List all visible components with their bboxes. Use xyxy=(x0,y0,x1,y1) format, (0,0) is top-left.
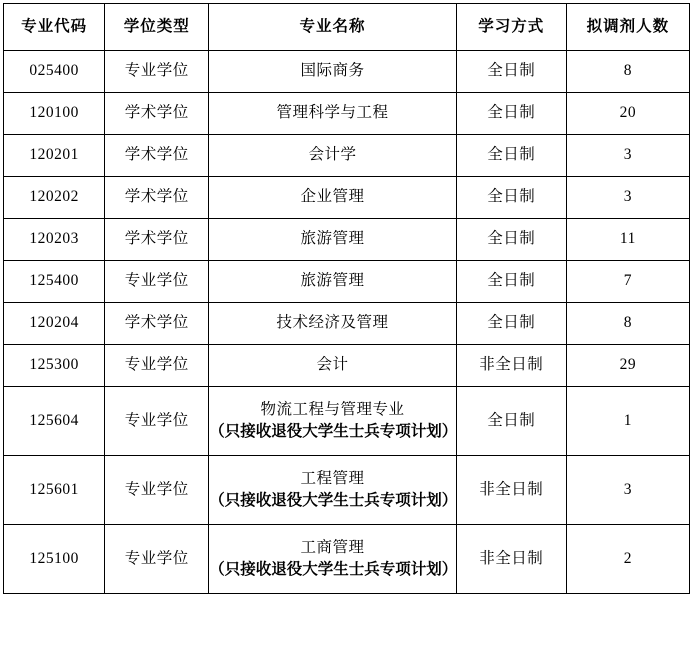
cell-major-name xyxy=(209,387,456,456)
cell-degree-type: 学术学位 xyxy=(105,303,209,345)
cell-major-name xyxy=(209,177,456,219)
cell-study-mode: 非全日制 xyxy=(456,456,566,525)
major-quota-table xyxy=(3,3,690,594)
major-name-text: 会计 xyxy=(316,356,349,374)
cell-degree-type: 专业学位 xyxy=(105,456,209,525)
column-header-degree-type: 学位类型 xyxy=(105,4,209,51)
cell-quota: 3 xyxy=(566,456,689,525)
cell-major-name xyxy=(209,93,456,135)
cell-study-mode: 非全日制 xyxy=(456,345,566,387)
table-row xyxy=(4,261,690,303)
major-name-text: 会计学 xyxy=(308,146,357,164)
cell-degree-type: 专业学位 xyxy=(105,261,209,303)
cell-degree-type: 专业学位 xyxy=(105,51,209,93)
table-row xyxy=(4,219,690,261)
cell-degree-type: 学术学位 xyxy=(105,177,209,219)
major-name-note: （只接收退役大学生士兵专项计划） xyxy=(209,423,458,440)
cell-degree-type: 学术学位 xyxy=(105,135,209,177)
column-header-major-name: 专业名称 xyxy=(209,4,456,51)
column-header-major-code: 专业代码 xyxy=(4,4,105,51)
cell-major-code: 125601 xyxy=(4,456,105,525)
major-name-text: 管理科学与工程 xyxy=(276,104,389,122)
table-header xyxy=(4,4,690,51)
cell-degree-type: 学术学位 xyxy=(105,93,209,135)
table-row xyxy=(4,456,690,525)
table-row xyxy=(4,387,690,456)
column-header-quota: 拟调剂人数 xyxy=(566,4,689,51)
cell-study-mode: 全日制 xyxy=(456,135,566,177)
cell-degree-type: 专业学位 xyxy=(105,387,209,456)
cell-major-code: 125604 xyxy=(4,387,105,456)
cell-major-code: 125400 xyxy=(4,261,105,303)
major-name-note: （只接收退役大学生士兵专项计划） xyxy=(209,492,458,509)
cell-study-mode: 全日制 xyxy=(456,387,566,456)
table-header-row xyxy=(4,4,690,51)
major-name-text: 旅游管理 xyxy=(300,272,365,290)
cell-study-mode: 非全日制 xyxy=(456,525,566,594)
cell-major-name xyxy=(209,219,456,261)
table-row xyxy=(4,345,690,387)
table-row xyxy=(4,525,690,594)
cell-major-name xyxy=(209,51,456,93)
major-name-text: 国际商务 xyxy=(300,62,365,80)
cell-major-code: 125300 xyxy=(4,345,105,387)
cell-study-mode: 全日制 xyxy=(456,261,566,303)
table-row xyxy=(4,93,690,135)
major-name-text: 技术经济及管理 xyxy=(276,314,389,332)
cell-quota: 20 xyxy=(566,93,689,135)
table-row xyxy=(4,135,690,177)
table-body xyxy=(4,51,690,594)
cell-major-code: 120203 xyxy=(4,219,105,261)
cell-quota: 11 xyxy=(566,219,689,261)
cell-major-code: 120202 xyxy=(4,177,105,219)
table-row xyxy=(4,51,690,93)
cell-quota: 8 xyxy=(566,51,689,93)
cell-major-name xyxy=(209,303,456,345)
cell-major-code: 120100 xyxy=(4,93,105,135)
cell-quota: 1 xyxy=(566,387,689,456)
cell-major-name xyxy=(209,135,456,177)
cell-major-name xyxy=(209,525,456,594)
major-quota-table-container xyxy=(3,3,690,594)
cell-study-mode: 全日制 xyxy=(456,303,566,345)
cell-major-code: 125100 xyxy=(4,525,105,594)
cell-major-code: 025400 xyxy=(4,51,105,93)
major-name-text: 工程管理 xyxy=(300,469,365,487)
cell-study-mode: 全日制 xyxy=(456,219,566,261)
cell-degree-type: 专业学位 xyxy=(105,525,209,594)
cell-quota: 7 xyxy=(566,261,689,303)
major-name-text: 企业管理 xyxy=(300,188,365,206)
cell-degree-type: 学术学位 xyxy=(105,219,209,261)
cell-quota: 3 xyxy=(566,177,689,219)
table-row xyxy=(4,303,690,345)
cell-major-code: 120204 xyxy=(4,303,105,345)
cell-quota: 2 xyxy=(566,525,689,594)
cell-major-name xyxy=(209,345,456,387)
cell-degree-type: 专业学位 xyxy=(105,345,209,387)
cell-major-name xyxy=(209,456,456,525)
cell-major-name xyxy=(209,261,456,303)
cell-quota: 8 xyxy=(566,303,689,345)
cell-study-mode: 全日制 xyxy=(456,177,566,219)
column-header-study-mode: 学习方式 xyxy=(456,4,566,51)
cell-quota: 29 xyxy=(566,345,689,387)
cell-study-mode: 全日制 xyxy=(456,93,566,135)
major-name-text: 工商管理 xyxy=(300,538,365,556)
cell-major-code: 120201 xyxy=(4,135,105,177)
major-name-text: 旅游管理 xyxy=(300,230,365,248)
cell-study-mode: 全日制 xyxy=(456,51,566,93)
major-name-note: （只接收退役大学生士兵专项计划） xyxy=(209,561,458,578)
cell-quota: 3 xyxy=(566,135,689,177)
major-name-text: 物流工程与管理专业 xyxy=(260,400,405,418)
table-row xyxy=(4,177,690,219)
